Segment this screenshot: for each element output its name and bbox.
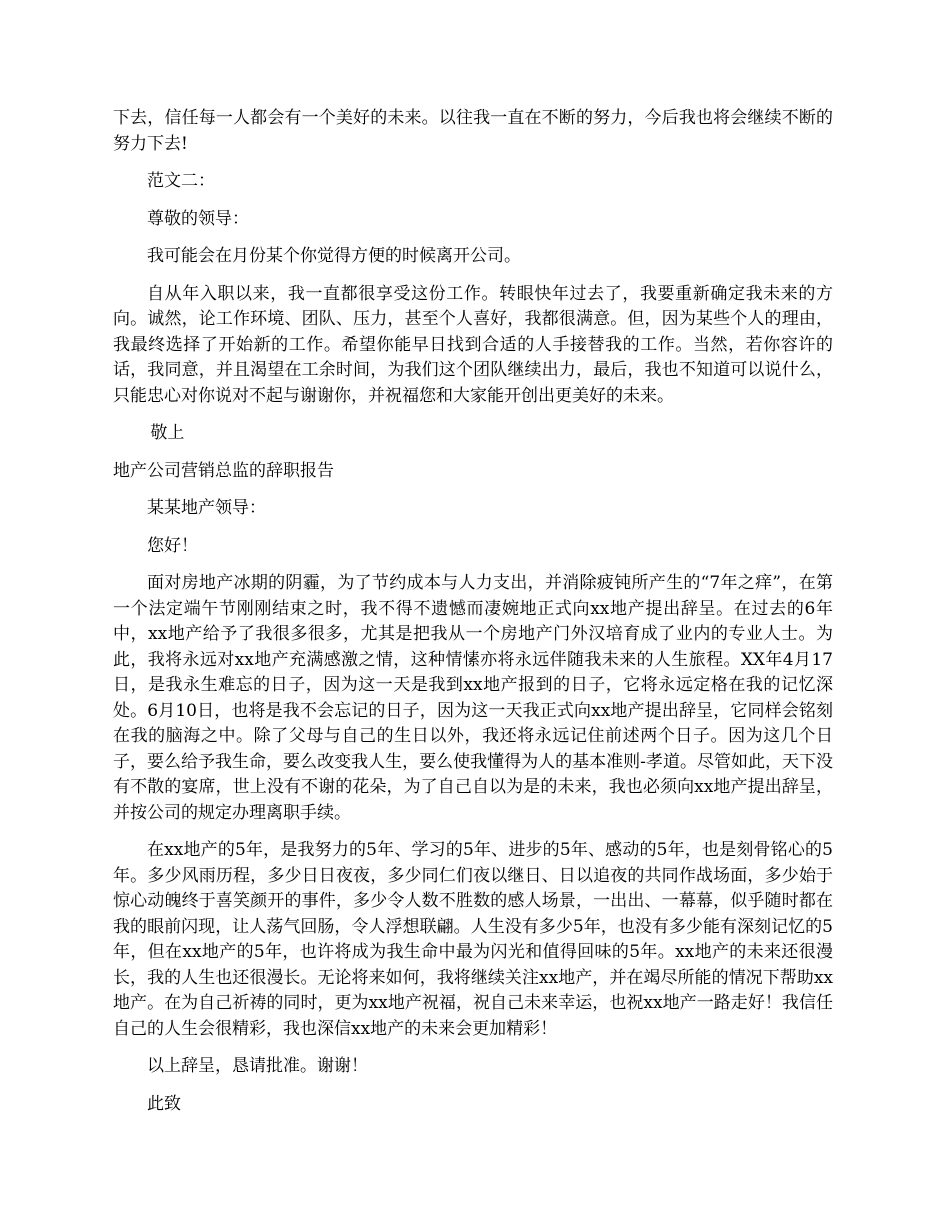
document-body [113,106,833,1129]
paragraph-salutation: 尊敬的领导： [147,208,249,229]
document-section-title: 地产公司营销总监的辞职报告 [113,460,334,481]
paragraph-reason: 自从年入职以来，我一直都很享受这份工作。转眼快年过去了，我要重新确定我未来的方向。诚然，论工作环境、团队、压力，甚至个人喜好，我都很满意。但，因为某些个人的理由，我最终选择了开始新的工作。希望你能早日找到合适的人手接替我的工作。当然，若你容许的话，我同意，并且渴望在工余时间，为我们这个团队继续出力，最后，我也不知道可以说什么，只能忠心对你说对不起与谢谢你，并祝福您和大家能开创出更美好的未来。 [113,283,833,406]
paragraph-reflection: 在xx地产的5年，是我努力的5年、学习的5年、进步的5年、感动的5年，也是刻骨铭心的5年。多少风雨历程，多少日日夜夜，多少同仁们夜以继日、日以追夜的共同作战场面，多少始于惊心动魄终于喜笑颜开的事件，多少令人数不胜数的感人场景，一出出、一幕幕，似乎随时都在我的眼前闪现，让人荡气回肠，令人浮想联翩。人生没有多少5年，也没有多少能有深刻记忆的5年，但在xx地产的5年，也许将成为我生命中最为闪光和值得回味的5年。xx地产的未来还很漫长，我的人生也还很漫长。无论将来如何，我将继续关注xx地产，并在竭尽所能的情况下帮助xx地产。在为自己祈祷的同时，更为xx地产祝福，祝自己未来幸运，也祝xx地产一路走好！我信任自己的人生会很精彩，我也深信xx地产的未来会更加精彩！ [113,840,833,1039]
paragraph-sample-heading: 范文二： [147,171,215,191]
paragraph-greeting: 您好！ [147,535,198,556]
paragraph-recipient: 某某地产领导： [147,498,266,518]
paragraph-continuation: 下去，信任每一人都会有一个美好的未来。以往我一直在不断的努力，今后我也将会继续不断的努力下去! [113,108,833,154]
paragraph-leaving-notice: 我可能会在月份某个你觉得方便的时候离开公司。 [147,246,521,266]
paragraph-sign-off: 此致 [147,1093,181,1114]
paragraph-resignation-body: 面对房地产冰期的阴霾，为了节约成本与人力支出，并消除疲钝所产生的“7年之痒”，在第一个法定端午节刚刚结束之时，我不得不遗憾而凄婉地正式向xx地产提出辞呈。在过去的6年中，xx地产给予了我很多很多，尤其是把我从一个房地产门外汉培育成了业内的专业人士。为此，我将永远对xx地产充满感激之情，这种情愫亦将永远伴随我未来的人生旅程。XX年4月17日，是我永生难忘的日子，因为这一天是我到xx地产报到的日子，它将永远定格在我的记忆深处。6月10日，也将是我不会忘记的日子，因为这一天我正式向xx地产提出辞呈，它同样会铭刻在我的脑海之中。除了父母与自己的生日以外，我还将永远记住前述两个日子。因为这几个日子，要么给予我生命，要么改变我人生，要么使我懂得为人的基本准则-孝道。尽管如此，天下没有不散的宴席，世上没有不谢的花朵，为了自己自以为是的未来，我也必须向xx地产提出辞呈，并按公司的规定办理离职手续。 [113,573,833,823]
paragraph-request: 以上辞呈，恳请批准。谢谢！ [147,1056,368,1076]
paragraph-closing-respect: 敬上 [150,423,185,443]
